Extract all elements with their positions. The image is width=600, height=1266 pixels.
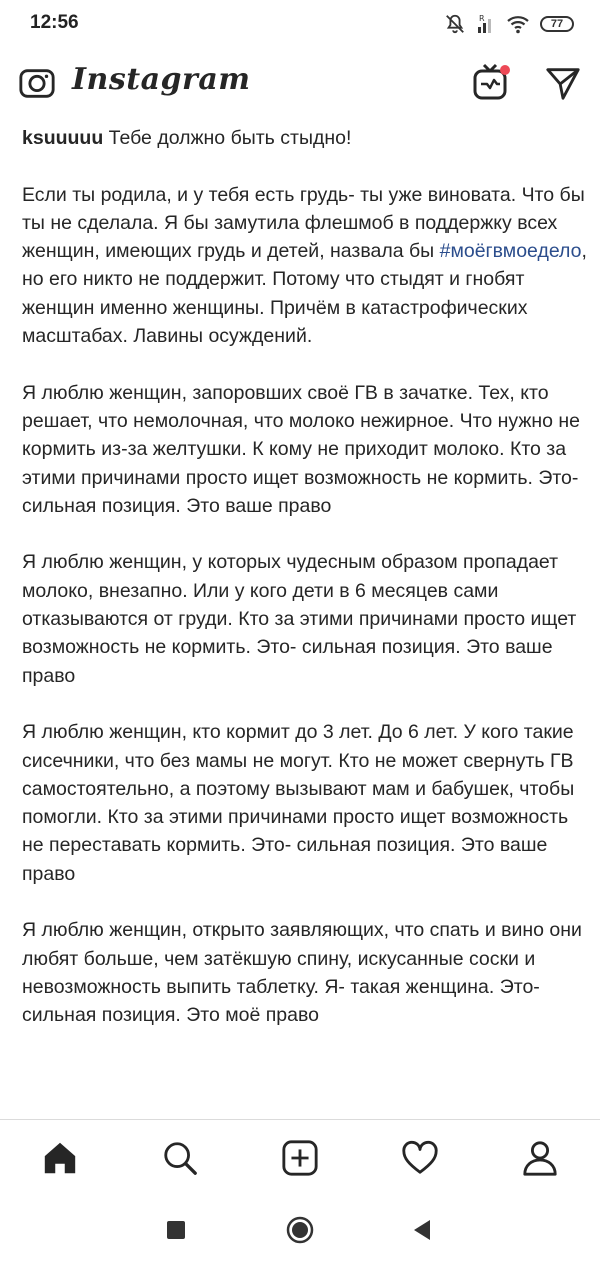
status-time: 12:56 [30, 12, 79, 33]
status-icons [444, 12, 574, 36]
app-header [0, 48, 600, 118]
notification-dot [500, 65, 510, 75]
home-circle-icon[interactable] [285, 1215, 315, 1245]
hashtag-link[interactable]: #моёгвмоедело [439, 240, 582, 263]
wifi-icon [506, 14, 530, 34]
new-post-icon [281, 1139, 319, 1177]
system-navigation [0, 1195, 600, 1266]
home-icon [41, 1139, 79, 1177]
direct-message-icon[interactable] [544, 64, 582, 102]
signal-icon [476, 13, 496, 35]
nav-new-post[interactable] [280, 1138, 320, 1178]
activity-heart-icon [401, 1139, 439, 1177]
caption-text: , но его никто не поддержит. Потому что стыдят и гнобят женщин именно женщины. Причём в катастрофических масштабах. Лавины осуждений. [22, 240, 587, 348]
caption-title: Тебе должно быть стыдно! [103, 127, 352, 149]
nav-home[interactable] [40, 1138, 80, 1178]
caption-paragraph-3: Я люблю женщин, у которых чудесным образом пропадает молоко, внезапно. Или у кого дети в 6 месяцев сами отказываются от груди. Кто за этими причинами просто ищет возможность не кормить. Это- сильная позиция. Это ваше право [22, 551, 577, 687]
caption-paragraph-4: Я люблю женщин, кто кормит до 3 лет. До 6 лет. У кого такие сисечники, что без мамы не могут. Кто не может свернуть ГВ самостоятельно, а поэтому вызывают мам и бабушек, чтобы помогли. Кто за этими причинами просто ищет возможность не переставать кормить. Это- сильная позиция. Это ваше право [22, 721, 575, 885]
caption-paragraph-5: Я люблю женщин, открыто заявляющих, что спать и вино они любят больше, чем затёкшую спину, искусанные соски и невозможность выпить таблетку. Я- такая женщина. Это- сильная позиция. Это моё право [22, 919, 582, 1027]
caption-paragraph-1 [22, 181, 588, 351]
nav-profile[interactable] [520, 1138, 560, 1178]
caption-paragraph-2: Я люблю женщин, запоровших своё ГВ в зачатке. Тех, кто решает, что немолочная, что молоко нежирное. Что нужно не кормить из-за желтушки. К кому не приходит молоко. Кто за этими причинами просто ищет возможность не кормить. Это- сильная позиция. Это ваше право [22, 381, 581, 517]
caption-text: Если ты родила, и у тебя есть грудь- ты уже виновата. Что бы ты не сделала. Я бы замутила флешмоб в поддержку всех женщин, имеющих грудь и детей, назвала бы [22, 183, 585, 263]
igtv-icon[interactable] [472, 62, 512, 102]
svg-text:R: R [479, 14, 485, 23]
recents-square-icon[interactable] [161, 1215, 191, 1245]
mute-icon [444, 13, 466, 35]
post-caption [22, 124, 588, 1058]
search-icon [161, 1139, 199, 1177]
bottom-navigation [0, 1119, 600, 1196]
caption-first-line [22, 124, 588, 152]
nav-activity[interactable] [400, 1138, 440, 1178]
brand-logo: Instagram [72, 62, 251, 97]
username-link[interactable]: ksuuuuu [22, 127, 104, 149]
back-triangle-icon[interactable] [408, 1215, 438, 1245]
battery-level: 77 [550, 18, 564, 30]
battery-icon [540, 16, 574, 32]
profile-icon [521, 1139, 559, 1177]
nav-search[interactable] [160, 1138, 200, 1178]
status-bar [0, 0, 600, 48]
camera-icon[interactable] [18, 64, 56, 102]
